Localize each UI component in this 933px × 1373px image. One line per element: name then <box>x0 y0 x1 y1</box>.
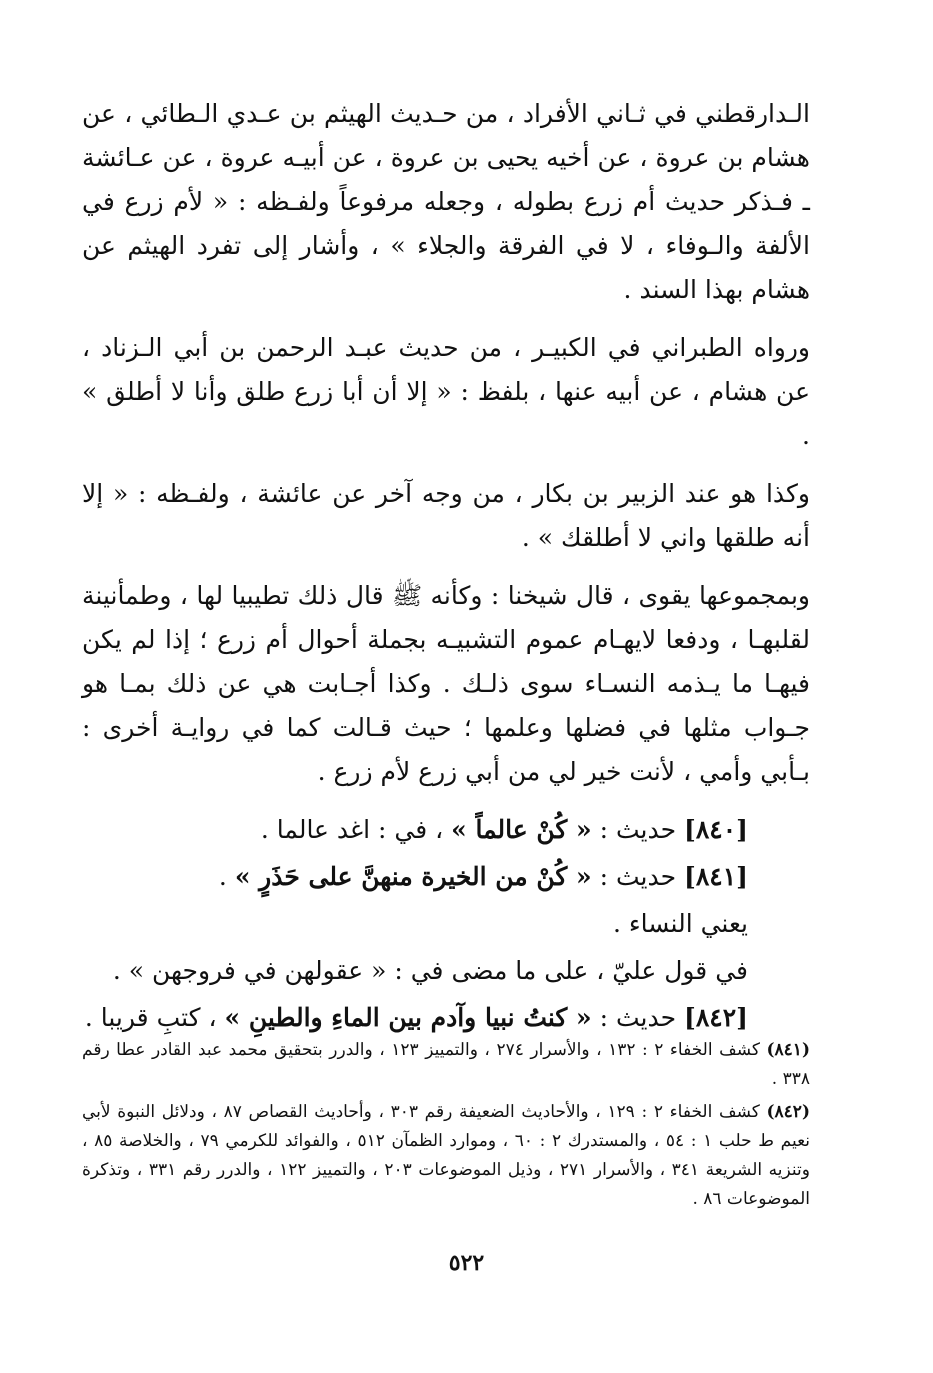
hadith-suffix: . <box>218 862 227 891</box>
hadith-suffix: ، كتبِ قريبا . <box>84 1003 217 1032</box>
hadith-840 <box>82 806 748 853</box>
footnote-number: (٨٤٢) <box>766 1102 810 1122</box>
hadith-prefix: حديث : <box>591 815 677 844</box>
footnote-text: كشف الخفاء ٢ : ١٢٩ ، والأحاديث الضعيفة رقم ٣٠٣ ، وأحاديث القصاص ٨٧ ، ودلائل النبوة لأبي نعيم ط حلب ١ : ٥٤ ، والمستدرك ٢ : ٦٠ ، وموارد الظمآن ٥١٢ ، والفوائد للكرمي ٧٩ ، والخلاصة ٨٥ ، وتنزيه الشريعة ٣٤١ ، والأسرار ٢٧١ ، وذيل الموضوعات ٢٠٣ ، والتمييز ١٢٢ ، والدرر رقم ٣٣١ ، وتذكرة الموضوعات ٨٦ . <box>82 1102 811 1209</box>
hadith-quote: « كُنْ عالماً » <box>451 815 592 844</box>
paragraph-2: ورواه الطبراني في الكبيـر ، من حديث عبـد الرحمن بن أبي الـزناد ، عن هشام ، عن أبيه عنها ، بلفظ : « إلا أن أبا زرع طلق وأنا لا أطلق » . <box>82 333 810 450</box>
footnote-842 <box>82 1098 810 1214</box>
hadith-quote: « كُنْ من الخيرة منهنَّ على حَذَرٍ » <box>234 862 592 891</box>
page-body <box>82 92 810 1041</box>
note-line-1: يعني النساء . <box>612 909 748 938</box>
hadith-prefix: حديث : <box>591 1003 677 1032</box>
hadith-quote: « كنتُ نبيا وآدم بين الماءِ والطينِ » <box>224 1003 592 1032</box>
paragraph-1: الـدارقطني في ثـاني الأفراد ، من حـديث الهيثم بن عـدي الـطائي ، عن هشام بن عروة ، عن أخيه يحيى بن عروة ، عن أبيـه عروة ، عن عـائشة ـ فـذكر حديث أم زرع بطوله ، وجعله مرفوعاً ولفـظه : « لأم زرع في الألفة والـوفاء ، لا في الفرقة والجلاء » ، وأشار إلى تفرد الهيثم عن هشام بهذا السند . <box>82 99 810 304</box>
note-line-2: في قول عليّ ، على ما مضى في : « عقولهن في فروجهن » . <box>112 956 748 985</box>
footnote-text: كشف الخفاء ٢ : ١٣٢ ، والأسرار ٢٧٤ ، والتمييز ١٢٣ ، والدرر بتحقيق محمد عبد القادر عطا رقم ٣٣٨ . <box>82 1040 810 1089</box>
footnote-841 <box>82 1036 810 1094</box>
hadith-suffix: ، في : اغد عالما . <box>260 815 444 844</box>
hadith-number: [٨٤٢] <box>684 1003 748 1032</box>
footnote-number: (٨٤١) <box>766 1040 810 1060</box>
footnotes <box>82 1036 810 1218</box>
hadith-841 <box>82 853 748 900</box>
paragraph-4: وبمجموعها يقوى ، قال شيخنا : وكأنه ﷺ قال ذلك تطيبيا لها ، وطمأنينة لقلبهـا ، ودفعا لايهـام عموم التشبيـه بجملة أحوال أم زرع ؛ إذا لم يكن فيهـا ما يـذمه النسـاء سوى ذلـك . وكذا أجـابت هي عن ذلك بمـا هو جـواب مثلها في فضلها وعلمها ؛ حيث قـالت كما في روايـة أخرى : بـأبي وأمي ، لأنت خير لي من أبي زرع لأم زرع . <box>82 581 810 786</box>
hadith-block <box>82 806 810 1041</box>
hadith-842 <box>82 994 748 1041</box>
paragraph-3: وكذا هو عند الزبير بن بكار ، من وجه آخر عن عائشة ، ولفـظه : « إلا أنه طلقها واني لا أطلقك » . <box>82 479 810 552</box>
page-number: ٥٢٢ <box>448 1250 485 1276</box>
hadith-number: [٨٤٠] <box>684 815 748 844</box>
hadith-prefix: حديث : <box>591 862 677 891</box>
hadith-number: [٨٤١] <box>684 862 748 891</box>
